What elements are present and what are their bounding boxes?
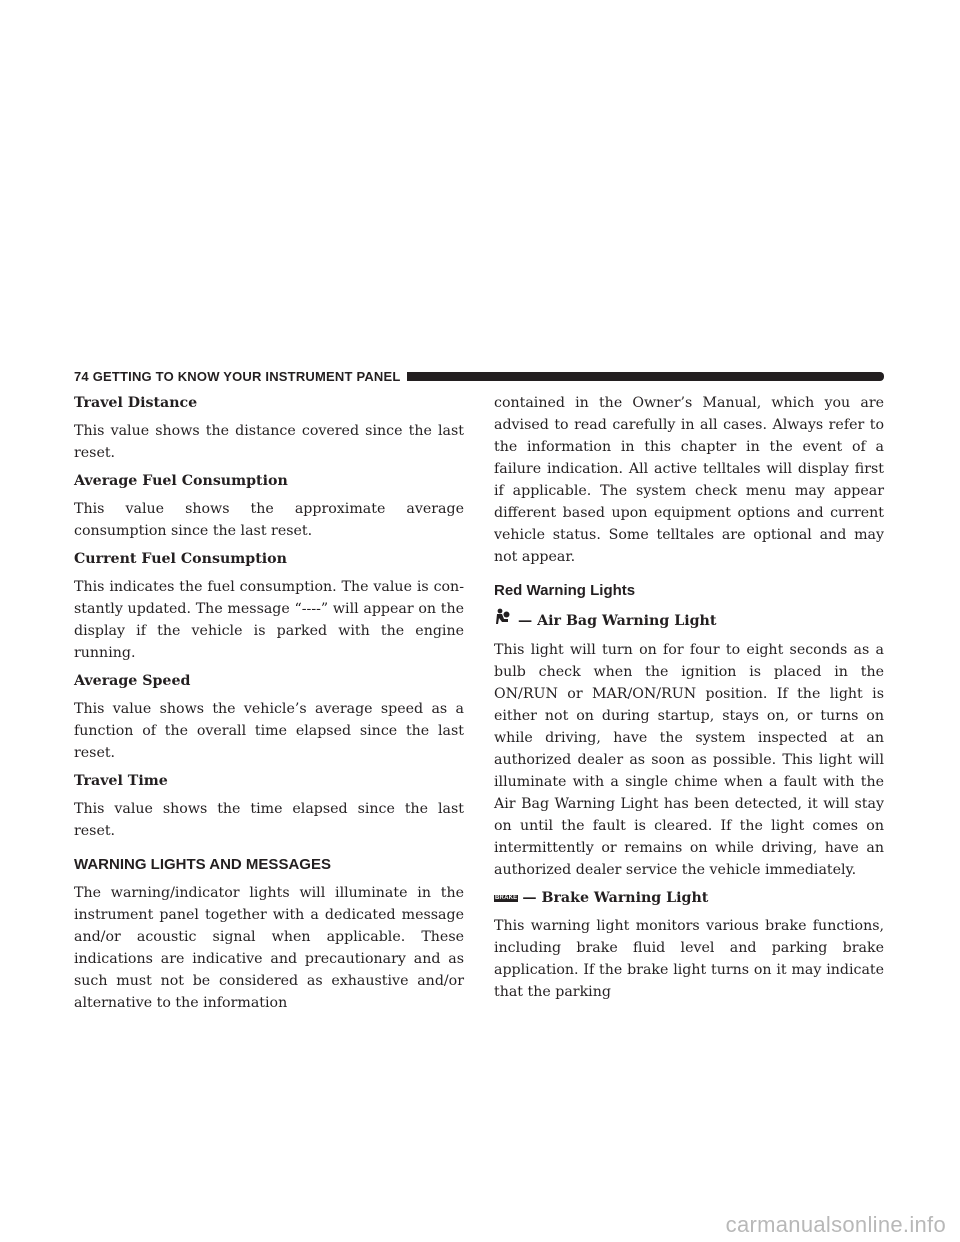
travel-distance-heading: Travel Distance: [74, 395, 198, 411]
brake-icon: BRAKE: [495, 894, 518, 901]
brake-text: This warning light monitors various brake functions, including brake fluid level and parking brake application. If the brake light turns on it may indicate that the parking: [494, 918, 884, 1000]
warning-section-text: The warning/indicator lights will illuminate in the instrument panel together with a dedicated message and/or acoustic signal when applicable. These indications are indicative and precautionary and as such must not be considered as exhaustive and/or alternative to the information: [74, 885, 464, 1011]
right-column: [494, 392, 884, 1009]
running-header: [74, 368, 884, 384]
travel-time-heading: Travel Time: [74, 773, 168, 789]
current-fuel-text: This indicates the fuel consumption. The value is constantly updated. The message “----” will appear on the display if the vehicle is parked with the engine running.: [74, 579, 464, 661]
avg-speed-heading: Average Speed: [74, 673, 191, 689]
airbag-text: This light will turn on for four to eight seconds as a bulb check when the ignition is placed in the ON/RUN or MAR/ON/RUN position. If the light is either not on during startup, stays on, or turns on while driving, have the system inspected at an authorized dealer as soon as possible. This light will illuminate with a single chime when a fault with the Air Bag Warning Light has been detected, it will stay on until the fault is cleared. If the light comes on intermittently or remains on while driving, have an authorized dealer service the vehicle immediately.: [494, 642, 884, 878]
page-number-header: [74, 369, 401, 384]
left-column: [74, 392, 464, 1020]
brake-title: — Brake Warning Light: [522, 890, 709, 906]
travel-distance-text: This value shows the distance covered since the last reset.: [74, 423, 464, 461]
airbag-heading: [494, 608, 884, 633]
red-warning-heading: Red Warning Lights: [494, 582, 636, 599]
avg-speed-text: This value shows the vehicle’s average speed as a function of the overall time elapsed since the last reset.: [74, 701, 464, 761]
travel-time-text: This value shows the time elapsed since the last reset.: [74, 801, 464, 839]
watermark: carmanualsonline.info: [725, 1212, 946, 1237]
current-fuel-heading: Current Fuel Consumption: [74, 551, 287, 567]
warning-section-heading: WARNING LIGHTS AND MESSAGES: [74, 856, 331, 873]
header-rule: [407, 372, 884, 381]
section-title: GETTING TO KNOW YOUR INSTRUMENT PANEL: [92, 368, 401, 384]
continuation-text: contained in the Owner’s Manual, which you are advised to read carefully in all cases. Always refer to the information in this chapter in the event of a failure indication. All active telltales will display first if applicable. The system check menu may appear different based upon equipment options and current vehicle status. Some telltales are optional and may not appear.: [494, 395, 884, 565]
airbag-icon: [494, 608, 512, 633]
avg-fuel-text: This value shows the approximate average consumption since the last reset.: [74, 501, 464, 539]
avg-fuel-heading: Average Fuel Consumption: [74, 473, 288, 489]
airbag-title: — Air Bag Warning Light: [518, 612, 717, 629]
page-number: 74: [74, 368, 89, 384]
brake-heading: [494, 887, 884, 909]
